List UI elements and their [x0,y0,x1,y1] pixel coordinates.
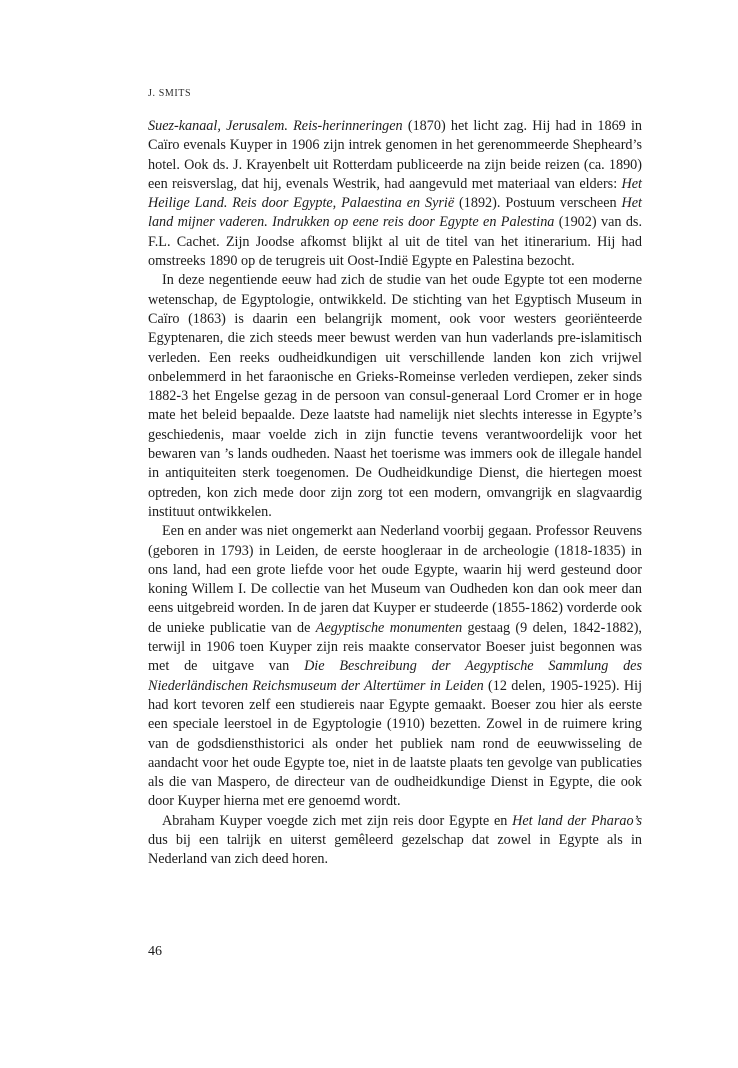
body-text [148,117,642,870]
text-run: (12 delen, 1905-1925). Hij had kort tevoren zelf een studiereis naar Egypte gemaakt. Boeser zou hier als eerste een speciale leerstoel in de Egyptologie (1910) bezetten. Zowel in de ruimere kring van de godsdiensthistorici als onder het publiek nam rond de eeuwwisseling de aandacht voor het oude Egypte toe, niet in de laatste plaats ten gevolge van publicaties als die van Maspero, de directeur van de oudheidkundige Dienst in Egypte, die ook door Kuyper hierna met ere genoemd wordt. [148,677,643,810]
italic-title-text: Het Heilige Land. Reis door Egypte, Palaestina en Syrië [148,175,642,212]
italic-title-text: Aegyptische monumenten [315,619,463,636]
paragraph [148,271,642,522]
text-run: dus bij een talrijk en uiterst gemêleerd gezelschap dat zowel in Egypte als in Nederland van zich deed horen. [148,831,642,868]
paragraph [148,812,642,870]
text-run: (1892). Postuum verscheen [454,195,622,212]
paragraph [148,117,642,271]
italic-title-text: Suez-kanaal, Jerusalem. Reis-herinneringen [148,118,403,134]
text-run: (1870) het licht zag. Hij had in 1869 in Caïro evenals Kuyper in 1906 zijn intrek genomen in het gerenommeerde Shepheard’s hotel. Ook ds. J. Krayenbelt uit Rotterdam publiceerde na zijn beide reizen (ca. 1890) een reisverslag, dat hij, evenals Westrik, had aangevuld met materiaal van elders: [148,118,642,192]
italic-title-text: Die Beschreibung der Aegyptische Sammlung des Niederländischen Reichsmuseum der Altertümer in Leiden [148,658,642,694]
text-run: In deze negentiende eeuw had zich de studie van het oude Egypte tot een moderne wetenschap, de Egyptologie, ontwikkeld. De stichting van het Egyptisch Museum in Caïro (1863) is daarin een belangrijk moment, ook voor westers georiënteerde Egyptenaren, die zich steeds meer bewust werden van hun vaderlands pre-islamitisch verleden. Een reeks oudheidkundigen uit verschillende landen kon zich vrijwel onbelemmerd in het faraonische en Grieks-Romeinse verleden verdiepen, zeker sinds 1882-3 het Engelse gezag in de persoon van consul-generaal Lord Cromer er in hoge mate het beleid bepaalde. Deze laatste had namelijk niet slechts interesse in Egypte’s geschiedenis, maar voelde zich in zijn functie tevens verantwoordelijk voor het bewaren van ’s lands oudheden. Naast het toerisme was immers ook de illegale handel in antiquiteiten sterk toegenomen. De Oudheidkundige Dienst, die hiertegen moest optreden, kon zich mede door zijn zorg tot een modern, omvangrijk en slagvaardig instituut ontwikkelen. [148,272,642,520]
text-run: (1902) van ds. F.L. Cachet. Zijn Joodse afkomst blijkt al uit de titel van het itinerarium. Hij had omstreeks 1890 op de terugreis uit Oost-Indië Egypte en Palestina bezocht. [148,214,642,270]
page-number: 46 [148,944,162,959]
text-run: gestaag (9 delen, 1842-1882), terwijl in 1906 toen Kuyper zijn reis maakte conservator Boeser juist begonnen was met de uitgave van [148,619,642,675]
text-run: Een en ander was niet ongemerkt aan Nederland voorbij gegaan. Professor Reuvens (geboren in 1793) in Leiden, de eerste hoogleraar in de archeologie (1818-1835) in ons land, had een grote liefde voor het oude Egypte, waarin hij werd gesteund door koning Willem I. De collectie van het Museum van Oudheden kon dan ook meer dan eens uitgebreid worden. In de jaren dat Kuyper er studeerde (1855-1862) vorderde ook de unieke publicatie van de [148,523,642,636]
italic-title-text: Het land mijner vaderen. Indrukken op eene reis door Egypte en Palestina [148,195,642,231]
running-head: J. SMITS [148,88,192,99]
text-run: Abraham Kuyper voegde zich met zijn reis door Egypte en [162,812,513,829]
italic-title-text: Het land der Pharao’s [512,812,642,829]
paragraph [148,522,642,811]
